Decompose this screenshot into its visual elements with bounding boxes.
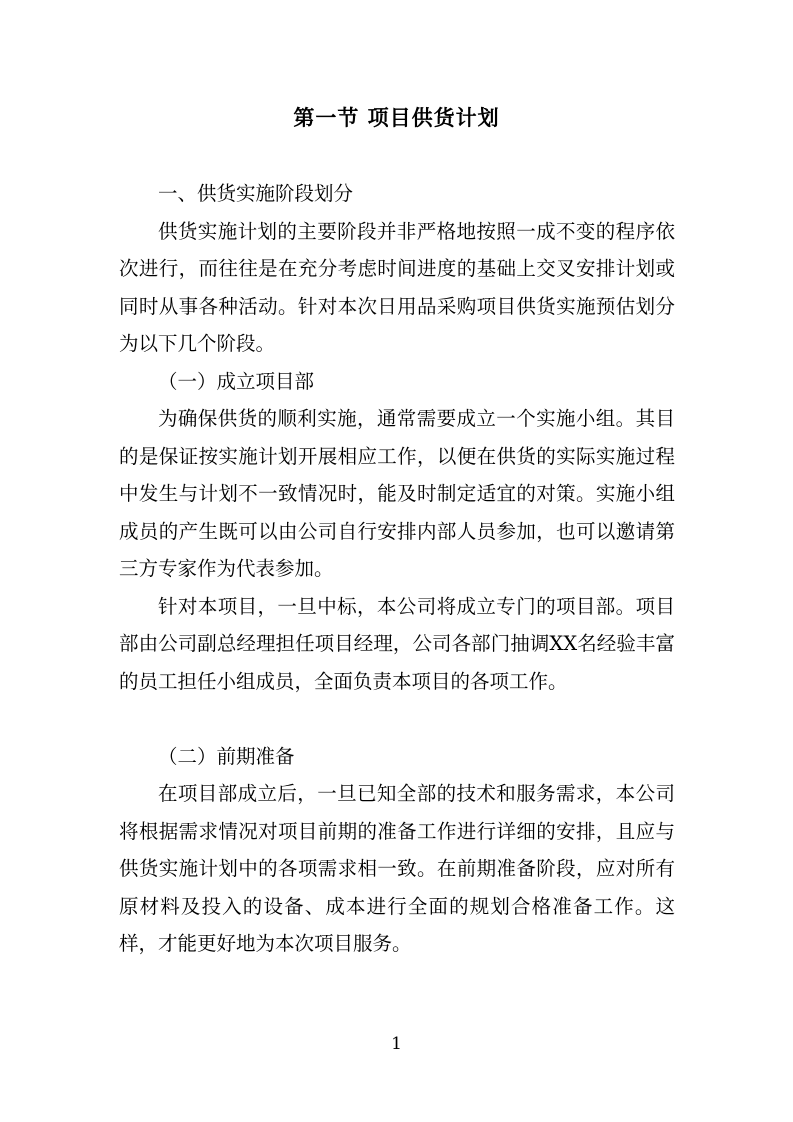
section-heading: 一、供货实施阶段划分 — [158, 182, 354, 205]
body-paragraph: 为确保供货的顺利实施，通常需要成立一个实施小组。其目的是保证按实施计划开展相应工作，以便在供货的实际实施过程中发生与计划不一致情况时，能及时制定适宜的对策。实施小组成员的产生既可以由公司自行安排内部人员参加，也可以邀请第三方专家作为代表参加。 — [119, 407, 675, 580]
subsection-heading: （一）成立项目部 — [158, 369, 315, 393]
subsection-heading: （二）前期准备 — [158, 744, 295, 768]
body-paragraph: 针对本项目，一旦中标，本公司将成立专门的项目部。项目部由公司副总经理担任项目经理，公司各部门抽调XX名经验丰富的员工担任小组成员，全面负责本项目的各项工作。 — [119, 594, 675, 693]
document-body — [119, 175, 675, 963]
body-paragraph: 在项目部成立后，一旦已知全部的技术和服务需求，本公司将根据需求情况对项目前期的准备工作进行详细的安排，且应与供货实施计划中的各项需求相一致。在前期准备阶段，应对所有原材料及投入的设备、成本进行全面的规划合格准备工作。这样，才能更好地为本次项目服务。 — [119, 782, 675, 955]
blank-line — [119, 700, 675, 738]
body-paragraph: 供货实施计划的主要阶段并非严格地按照一成不变的程序依次进行，而往往是在充分考虑时间进度的基础上交叉安排计划或同时从事各种活动。针对本次日用品采购项目供货实施预估划分为以下几个阶段。 — [119, 219, 675, 355]
page-number: 1 — [391, 1034, 402, 1054]
section-title: 第一节 项目供货计划 — [293, 105, 500, 130]
